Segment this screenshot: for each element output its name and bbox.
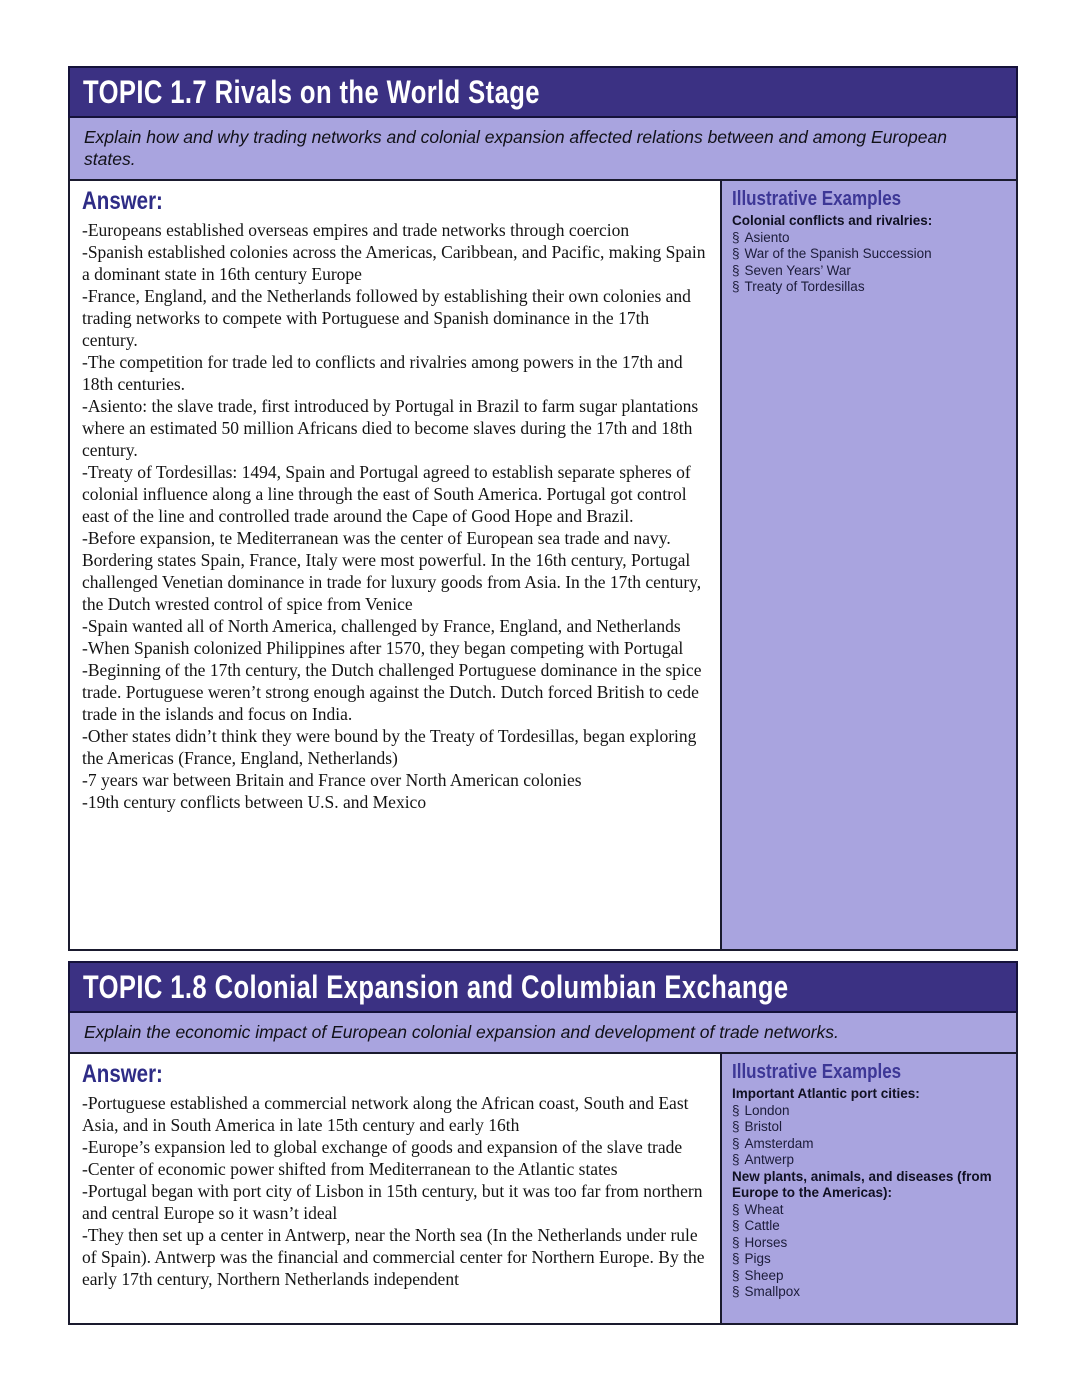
section-mark-icon: § bbox=[732, 1234, 740, 1250]
example-group-heading: Colonial conflicts and rivalries: bbox=[732, 213, 933, 228]
answer-label: Answer: bbox=[82, 1060, 163, 1088]
study-notes-document bbox=[68, 66, 1018, 1335]
answer-label: Answer: bbox=[82, 187, 163, 215]
example-item-label: London bbox=[744, 1102, 790, 1118]
example-group-heading: New plants, animals, and diseases (from Europe to the Americas): bbox=[732, 1168, 992, 1200]
answer-line: -7 years war between Britain and France over North American colonies bbox=[82, 770, 582, 790]
example-item bbox=[732, 1218, 1006, 1235]
example-item-label: War of the Spanish Succession bbox=[744, 246, 932, 261]
example-item bbox=[732, 1119, 1006, 1136]
answer-line: -Portuguese established a commercial network along the African coast, South and East Asia, and in South America in late 15th century and early 16th bbox=[82, 1093, 689, 1135]
topic-1-7-objective bbox=[68, 118, 1018, 181]
section-mark-icon: § bbox=[732, 246, 740, 261]
example-group bbox=[732, 213, 1006, 296]
example-item bbox=[732, 230, 1006, 247]
example-item-label: Horses bbox=[744, 1234, 788, 1250]
topic-1-7-title: TOPIC 1.7 Rivals on the World Stage bbox=[83, 73, 540, 110]
topic-1-8-answer-box bbox=[68, 1054, 722, 1325]
answer-line: -Beginning of the 17th century, the Dutch challenged Portuguese dominance in the spice trade. Portuguese weren’t strong enough against the Dutch. Dutch forced British to cede trade in the islands and focus on India. bbox=[82, 660, 702, 724]
illustrative-examples-title: Illustrative Examples bbox=[732, 1061, 902, 1083]
section-mark-icon: § bbox=[732, 1284, 740, 1299]
section-mark-icon: § bbox=[732, 1267, 740, 1283]
topic-1-8-header bbox=[68, 961, 1018, 1013]
answer-line: -Europeans established overseas empires and trade networks through coercion bbox=[82, 220, 630, 240]
section-mark-icon: § bbox=[732, 1102, 740, 1118]
example-item-label: Wheat bbox=[744, 1201, 784, 1217]
example-item-label: Pigs bbox=[744, 1251, 771, 1266]
topic-1-8-objective-text: Explain the economic impact of European colonial expansion and development of trade networks. bbox=[84, 1022, 839, 1042]
example-item bbox=[732, 279, 1006, 296]
answer-line: -Portugal began with port city of Lisbon in 15th century, but it was too far from northern and central Europe so it wasn’t ideal bbox=[82, 1181, 703, 1223]
example-item bbox=[732, 1152, 1006, 1169]
example-group bbox=[732, 1086, 1006, 1169]
example-item bbox=[732, 246, 1006, 263]
answer-line: -The competition for trade led to conflicts and rivalries among powers in the 17th and 18th centuries. bbox=[82, 352, 683, 394]
example-item bbox=[732, 1235, 1006, 1252]
answer-line: -France, England, and the Netherlands followed by establishing their own colonies and trading networks to compete with Portuguese and Spanish dominance in the 17th century. bbox=[82, 286, 691, 350]
example-item-label: Amsterdam bbox=[744, 1135, 814, 1151]
example-item bbox=[732, 263, 1006, 280]
example-item-label: Seven Years’ War bbox=[744, 262, 851, 278]
topic-1-8-title: TOPIC 1.8 Colonial Expansion and Columbian Exchange bbox=[83, 968, 789, 1005]
section-mark-icon: § bbox=[732, 229, 740, 245]
answer-line: -Other states didn’t think they were bound by the Treaty of Tordesillas, began exploring the Americas (France, England, Netherlands) bbox=[82, 726, 697, 768]
topic-1-7-answer-box bbox=[68, 181, 722, 951]
answer-line: -When Spanish colonized Philippines after 1570, they began competing with Portugal bbox=[82, 638, 684, 658]
example-item-label: Cattle bbox=[744, 1218, 780, 1233]
example-item bbox=[732, 1202, 1006, 1219]
example-item-label: Bristol bbox=[744, 1119, 783, 1134]
example-item bbox=[732, 1103, 1006, 1120]
section-mark-icon: § bbox=[732, 262, 740, 278]
section-mark-icon: § bbox=[732, 279, 740, 294]
example-group-heading: Important Atlantic port cities: bbox=[732, 1086, 920, 1101]
section-mark-icon: § bbox=[732, 1201, 740, 1217]
answer-line: -Treaty of Tordesillas: 1494, Spain and Portugal agreed to establish separate spheres of colonial influence along a line through the east of South America. Portugal got control east of the line and controlled trade around the Cape of Good Hope and Brazil. bbox=[82, 462, 691, 526]
topic-1-8-section bbox=[68, 961, 1018, 1325]
topic-1-8-content bbox=[68, 1054, 1018, 1325]
example-group bbox=[732, 1169, 1006, 1301]
topic-1-7-header bbox=[68, 66, 1018, 118]
topic-1-7-objective-text: Explain how and why trading networks and colonial expansion affected relations between and among European states. bbox=[84, 127, 947, 169]
example-item bbox=[732, 1284, 1006, 1301]
example-item-label: Smallpox bbox=[744, 1284, 801, 1299]
answer-line: -Spain wanted all of North America, challenged by France, England, and Netherlands bbox=[82, 616, 681, 636]
section-mark-icon: § bbox=[732, 1251, 740, 1266]
example-item bbox=[732, 1251, 1006, 1268]
section-mark-icon: § bbox=[732, 1119, 740, 1134]
example-item bbox=[732, 1136, 1006, 1153]
answer-line: -They then set up a center in Antwerp, near the North sea (In the Netherlands under rule of Spain). Antwerp was the financial and commercial center for Northern Europe. By the early 17th century, Northern Netherlands independent bbox=[82, 1225, 705, 1289]
answer-line: -19th century conflicts between U.S. and Mexico bbox=[82, 792, 427, 812]
topic-1-7-content bbox=[68, 181, 1018, 951]
example-item-label: Antwerp bbox=[744, 1152, 795, 1167]
topic-1-8-illustrative-examples bbox=[722, 1054, 1018, 1325]
example-item-label: Sheep bbox=[744, 1267, 784, 1283]
topic-1-7-section bbox=[68, 66, 1018, 951]
answer-line: -Center of economic power shifted from Mediterranean to the Atlantic states bbox=[82, 1159, 618, 1179]
example-item bbox=[732, 1268, 1006, 1285]
topic-1-8-objective bbox=[68, 1013, 1018, 1054]
example-item-label: Asiento bbox=[744, 229, 790, 245]
example-item-label: Treaty of Tordesillas bbox=[744, 279, 865, 294]
topic-1-7-illustrative-examples bbox=[722, 181, 1018, 951]
answer-line: -Before expansion, te Mediterranean was the center of European sea trade and navy. Bordering states Spain, France, Italy were most powerful. In the 16th century, Portugal challenged Venetian dominance in trade for luxury goods from Asia. In the 17th century, the Dutch wrested control of spice from Venice bbox=[82, 528, 702, 614]
section-mark-icon: § bbox=[732, 1152, 740, 1167]
answer-line: -Europe’s expansion led to global exchange of goods and expansion of the slave trade bbox=[82, 1137, 683, 1157]
section-mark-icon: § bbox=[732, 1218, 740, 1233]
illustrative-examples-title: Illustrative Examples bbox=[732, 188, 902, 210]
section-mark-icon: § bbox=[732, 1135, 740, 1151]
answer-line: -Asiento: the slave trade, first introduced by Portugal in Brazil to farm sugar plantations where an estimated 50 million Africans died to become slaves during the 17th and 18th century. bbox=[82, 396, 699, 460]
answer-line: -Spanish established colonies across the Americas, Caribbean, and Pacific, making Spain a dominant state in 16th century Europe bbox=[82, 242, 706, 284]
answer-text bbox=[82, 219, 708, 813]
answer-text bbox=[82, 1092, 708, 1290]
